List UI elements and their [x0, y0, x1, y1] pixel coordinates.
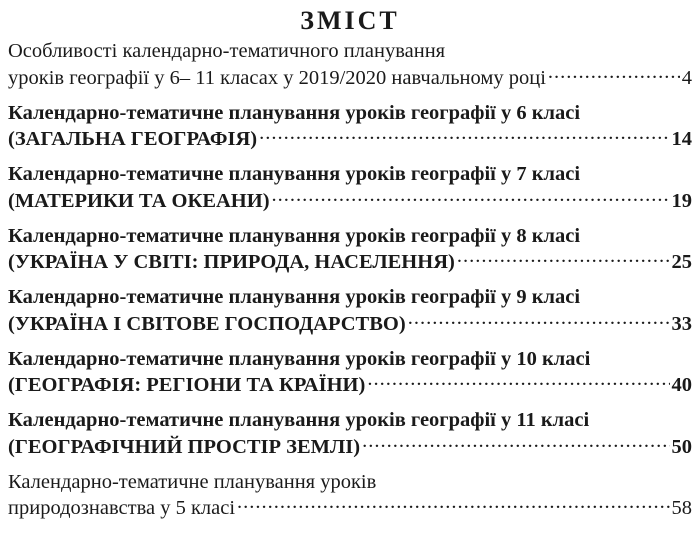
toc-page-number: 33: [671, 312, 692, 335]
toc-entry-5[interactable]: [8, 286, 692, 336]
toc-page-number: 50: [671, 435, 692, 458]
toc-entry-4[interactable]: [8, 225, 692, 275]
toc-entry-line2: (УКРАЇНА І СВІТОВЕ ГОСПОДАРСТВО): [8, 312, 406, 335]
toc-entry-line1: Календарно-тематичне планування уроків географії у 6 класі: [8, 101, 581, 124]
toc-entry-line2-row: [8, 432, 692, 459]
toc-entry-line2: природознавства у 5 класі: [8, 497, 236, 519]
toc-entry-line2: (ГЕОГРАФІЧНИЙ ПРОСТІР ЗЕМЛІ): [8, 435, 361, 458]
dot-leader: [457, 248, 670, 269]
dot-leader: [237, 494, 669, 515]
toc-entry-line2: (УКРАЇНА У СВІТІ: ПРИРОДА, НАСЕЛЕННЯ): [8, 251, 455, 273]
toc-entry-2[interactable]: [8, 102, 692, 152]
toc-page-number: 14: [671, 128, 692, 150]
toc-entry-line2-row: [8, 309, 692, 336]
dot-leader: [548, 63, 680, 84]
toc-entry-6[interactable]: [8, 348, 692, 398]
toc-page-number: 25: [671, 251, 692, 273]
toc-entry-3[interactable]: [8, 163, 692, 213]
toc-entry-line1: Особливості календарно-тематичного планування: [8, 40, 446, 62]
dot-leader: [259, 125, 669, 146]
toc-entry-line1: Календарно-тематичне планування уроків географії у 9 класі: [8, 286, 581, 308]
toc-entry-line2: (МАТЕРИКИ ТА ОКЕАНИ): [8, 189, 270, 212]
toc-entry-line1: Календарно-тематичне планування уроків географії у 10 класі: [8, 347, 591, 370]
dot-leader: [362, 432, 669, 453]
toc-page-number: 58: [671, 497, 692, 519]
dot-leader: [408, 309, 670, 330]
toc-page-number: 19: [671, 189, 692, 212]
toc-entry-line2: уроків географії у 6– 11 класах у 2019/2020 навчальному році: [8, 66, 546, 89]
toc-entry-8[interactable]: [8, 471, 692, 521]
toc-page-number: 4: [681, 66, 692, 89]
toc-entry-line2: (ЗАГАЛЬНА ГЕОГРАФІЯ): [8, 128, 258, 150]
toc-entry-line1: Календарно-тематичне планування уроків географії у 11 класі: [8, 409, 590, 431]
toc-page-number: 40: [671, 374, 692, 396]
toc-list: [8, 40, 692, 520]
dot-leader: [367, 371, 669, 392]
toc-entry-7[interactable]: [8, 409, 692, 459]
toc-entry-line1: Календарно-тематичне планування уроків географії у 7 класі: [8, 163, 581, 185]
toc-entry-line1: Календарно-тематичне планування уроків: [8, 470, 377, 493]
toc-entry-line2: (ГЕОГРАФІЯ: РЕГІОНИ ТА КРАЇНИ): [8, 374, 366, 396]
toc-entry-1[interactable]: [8, 40, 692, 90]
toc-entry-line2-row: [8, 248, 692, 275]
page-title: ЗМІСТ: [300, 6, 400, 35]
toc-entry-line2-row: [8, 186, 692, 213]
toc-entry-line2-row: [8, 494, 692, 521]
toc-entry-line2-row: [8, 63, 692, 90]
toc-entry-line2-row: [8, 125, 692, 152]
toc-entry-line2-row: [8, 371, 692, 398]
toc-entry-line1: Календарно-тематичне планування уроків географії у 8 класі: [8, 224, 581, 247]
dot-leader: [272, 186, 670, 207]
